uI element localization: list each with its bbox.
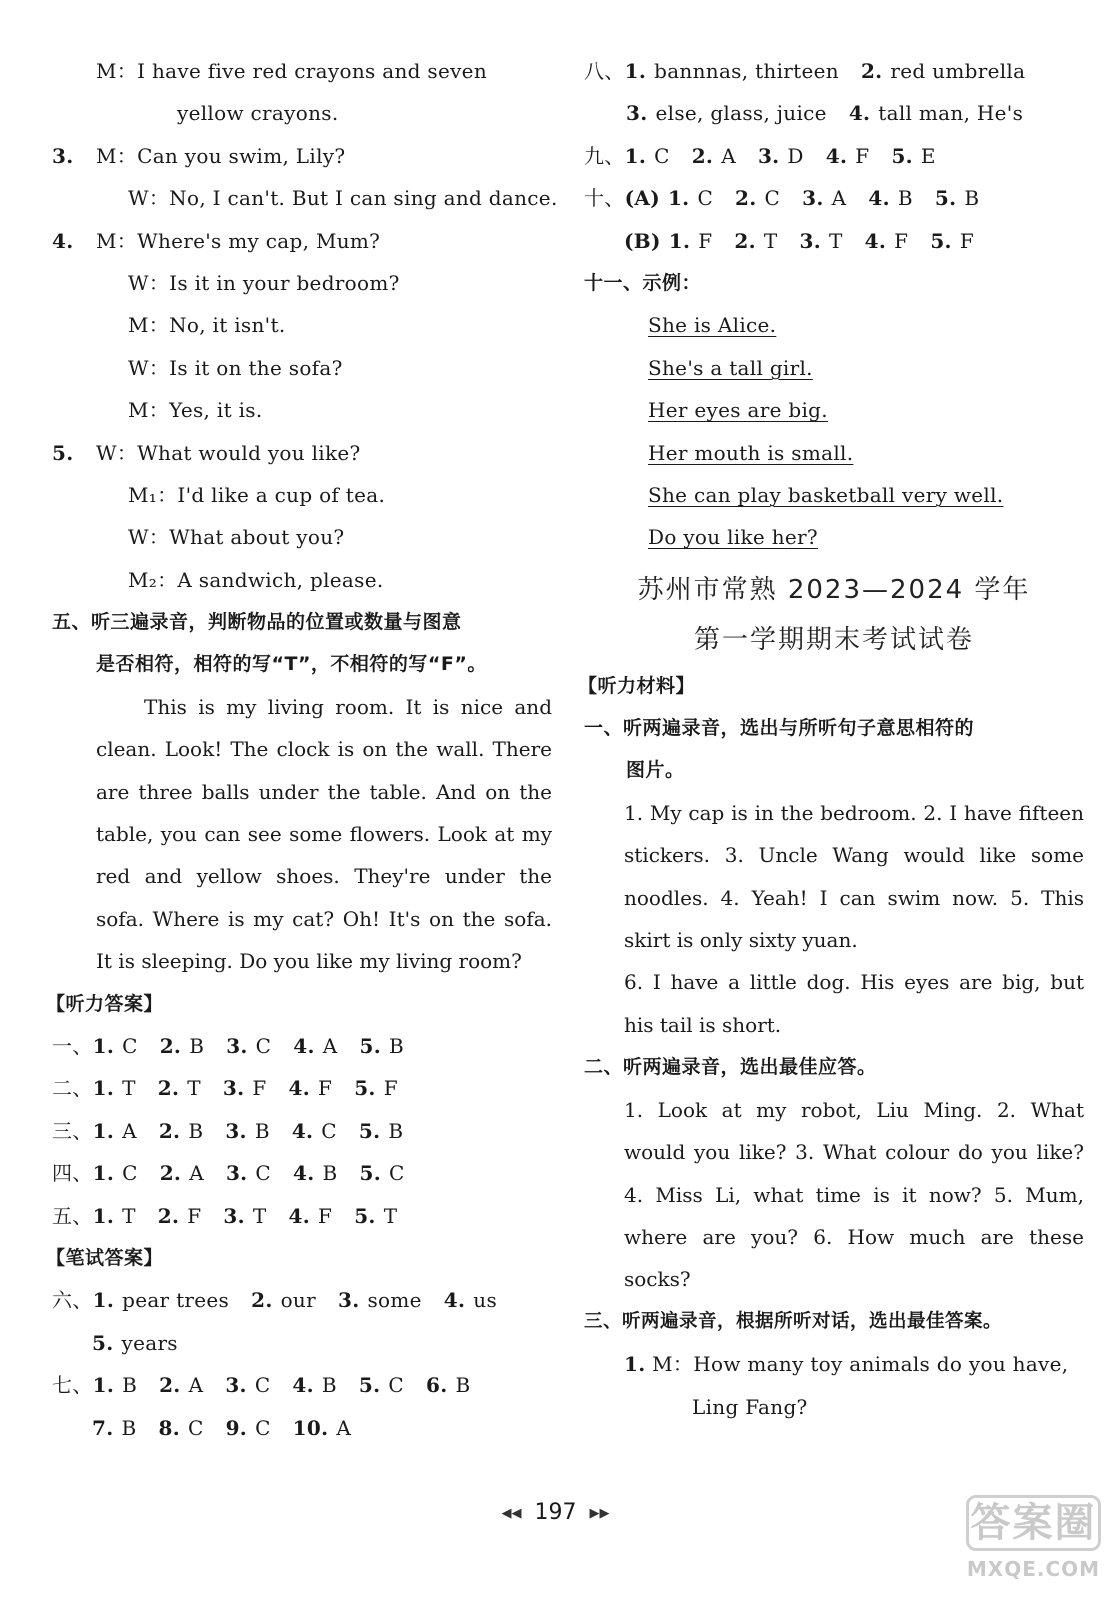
answer-number: 3. [802,186,824,211]
answer-value: some [367,1288,422,1313]
answer-row-seven [52,1364,552,1406]
dialog-text: What about you? [169,525,345,550]
dialog-text: Is it on the sofa? [169,355,343,380]
answer-number: 3. [337,1288,360,1313]
listening-material-header: 【听力材料】 [578,674,696,697]
section-label: 八、 [584,59,625,83]
answer-value: C [388,1373,404,1398]
answer-number: 6. [426,1373,448,1398]
section-label: 九、 [584,143,625,168]
answer-value: bannnas, thirteen [654,59,839,83]
answer-value: C [654,143,670,168]
example-line [584,347,1084,389]
answer-value: B [189,1034,205,1059]
dialog-line [52,516,552,558]
s1-title-line2: 图片。 [626,759,685,782]
answer-number: 1. [92,1034,115,1059]
answer-value: C [122,1034,138,1059]
answer-value: T [122,1203,136,1228]
answer-value: pear trees [122,1288,230,1313]
answer-number: 3. [222,1076,245,1101]
answer-number: 3. [223,1203,245,1228]
answer-value: years [121,1330,178,1355]
answer-value: A [831,186,847,211]
listening-answer-row [52,1025,552,1067]
answer-number: 2. [734,228,756,253]
answer-number: 5. [358,1118,381,1143]
section-label: 四、 [52,1161,93,1186]
answer-number: 2. [159,1034,182,1059]
answer-value: A [336,1415,352,1440]
answer-value: F [855,143,870,168]
answer-number: 2. [157,1076,180,1101]
answer-number: (B) [624,228,661,253]
answer-number: 3. [225,1118,247,1143]
answer-number: 2. [159,1161,182,1186]
listening-answers [52,1025,552,1237]
answer-number: 5. [934,186,957,211]
answer-value: A [721,143,736,168]
example-text: Her mouth is small. [648,440,854,465]
answer-number: 2. [159,1373,181,1398]
section5-passage: This is my living room. It is nice and clean. Look! The clock is on the wall. There are three balls under the table. And on the table, you can see some flowers. Look at my red and yellow shoes. They're under the sofa. Where is my cat? Oh! It's on the sofa. It is sleeping. Do you like my living room? [96,694,552,974]
exam-title-line2: 第一学期期末考试试卷 [693,624,974,655]
dialog-text: I have five red crayons and seven [137,59,488,83]
dialog-text: Where's my cap, Mum? [137,228,381,253]
dialog-text: Is it in your bedroom? [169,270,400,295]
dialog-line [52,177,558,219]
dialog-line [52,92,552,134]
s2-text: 1. Look at my robot, Liu Ming. 2. What would you like? 3. What colour do you like? 4. Miss Li, what time is it now? 5. Mum, where are you? 6. How much are these socks? [624,1097,1084,1292]
answer-number: 4. [848,101,871,126]
answer-number: 9. [225,1415,248,1440]
answer-number: 4. [293,1034,315,1059]
answer-value: T [187,1076,201,1101]
answer-value: T [829,228,843,253]
s2-title: 二、听两遍录音，选出最佳应答。 [584,1056,877,1079]
answer-value: C [254,1373,271,1398]
answer-row-seven-cont [52,1407,552,1449]
answer-number: 2. [157,1203,180,1228]
answer-row-eight-cont [584,92,1084,134]
example-line [584,432,1084,474]
example-line [584,474,1084,516]
dialog-speaker: M₁： [128,482,178,507]
answer-value: T [122,1076,136,1101]
watermark-main: 答案圈 [966,1495,1101,1551]
listening-answer-row [52,1067,552,1109]
s3-title: 三、听两遍录音，根据所听对话，选出最佳答案。 [584,1310,1003,1332]
answer-value: B [322,1161,338,1186]
dialog-speaker: W： [96,440,138,465]
dialog-text: Can you swim, Lily? [137,143,346,168]
example-text: Do you like her? [648,525,818,550]
answer-value: F [383,1076,398,1101]
answer-number: 4. [293,1161,315,1186]
dialog-line [52,50,552,92]
dialog-line [52,559,552,601]
answer-value: D [787,143,804,168]
answer-number: 1. [92,1118,115,1143]
answer-value: A [122,1118,137,1143]
answer-value: C [389,1161,405,1186]
example-line [584,304,1084,346]
answer-number: 5. [354,1203,376,1228]
dialog-text: No, I can't. But I can sing and dance. [169,186,558,211]
dialog-number: 4. [52,228,74,253]
s1-text: 1. My cap is in the bedroom. 2. I have fifteen stickers. 3. Uncle Wang would like some noodles. 4. Yeah! I can swim now. 5. This skirt is only sixty yuan. [624,800,1084,953]
dialog-number: 5. [52,440,74,465]
answer-number: 4. [291,1118,314,1143]
answer-value: C [255,1415,271,1440]
s3-num: 1. [624,1352,646,1377]
answer-number: 2. [691,143,714,168]
answer-number: 2. [158,1118,181,1143]
eleven-header: 十一、示例： [584,271,702,294]
s3-text: How many toy animals do you have, [693,1352,1069,1377]
answer-number: 3. [225,1161,248,1186]
answer-number: 4. [864,228,887,253]
dialog-line [52,262,552,304]
answer-value: F [698,228,713,253]
dialog-line [52,432,552,474]
answer-value: A [322,1034,338,1059]
s1-title-line1: 一、听两遍录音，选出与所听句子意思相符的 [584,717,975,740]
dialog-line [52,347,552,389]
answer-number: 5. [354,1076,376,1101]
dialog-speaker: M： [96,59,138,83]
dialog-text: yellow crayons. [177,101,339,126]
answer-number: 4. [825,143,848,168]
answer-number: 5. [930,228,952,253]
listening-answer-row [52,1195,552,1237]
answer-value: C [697,186,714,211]
dialog-speaker: M₂： [128,567,178,592]
answer-number: 8. [158,1415,180,1440]
dialog-text: I'd like a cup of tea. [177,482,386,507]
listening-answer-row [52,1110,552,1152]
answer-value: B [455,1373,471,1398]
answer-number: 2. [251,1288,273,1313]
answer-row-nine [584,135,1084,177]
answer-value: tall man, He's [878,101,1024,126]
answer-number: 1. [92,1076,115,1101]
answer-row-eight [584,50,1084,92]
dialog-line [52,220,552,262]
example-line [584,516,1084,558]
answer-row-six-cont [52,1322,552,1364]
answer-value: B [122,1373,138,1398]
answer-value: B [188,1118,204,1143]
answer-number: 7. [92,1415,114,1440]
right-column [578,50,1084,1428]
answer-number: 5. [359,1161,381,1186]
dialog-speaker: M： [96,228,138,253]
answer-number: 1. [624,59,647,83]
answer-value: F [318,1076,333,1101]
dialog-speaker: M： [128,313,170,338]
answer-value: B [897,186,913,211]
dialog-speaker: W： [128,270,170,295]
section5-title-line2: 是否相符，相符的写“T”，不相符的写“F”。 [96,653,487,676]
answer-value: F [959,228,974,253]
answer-number: 2. [735,186,757,211]
answer-number: (A) [624,186,660,211]
answer-value: A [189,1161,204,1186]
s3-speaker: M： [652,1352,694,1377]
s1-text6: 6. I have a little dog. His eyes are big, but his tail is short. [624,970,1084,1037]
section-label: 一、 [52,1034,93,1059]
dialog-speaker: W： [128,186,170,211]
answer-row-ten-b [584,220,1084,262]
section-label: 六、 [52,1288,93,1313]
answer-value: B [964,186,980,211]
answer-value: A [188,1373,204,1398]
answer-number: 1. [92,1373,115,1398]
answer-number: 3. [626,101,648,126]
page-number: 197 [534,1500,577,1525]
answer-value: C [764,186,781,211]
answer-value: B [254,1118,270,1143]
watermark-logo [966,1495,1101,1590]
answer-value: E [920,143,936,168]
answer-value: B [388,1118,404,1143]
answer-number: 3. [799,228,822,253]
dialog-line [52,474,552,516]
example-lines [584,304,1084,558]
answer-number: 5. [358,1373,381,1398]
answer-value: C [122,1161,138,1186]
dialog-text: No, it isn't. [169,313,286,338]
dialog-text: What would you like? [137,440,361,465]
answer-row-ten-a [584,177,1084,219]
answer-number: 1. [92,1161,115,1186]
answer-value: else, glass, juice [655,101,827,126]
dialog-block [52,50,558,601]
dialog-text: Yes, it is. [169,398,263,423]
section-label: 五、 [52,1203,93,1228]
s3-line2: Ling Fang? [692,1394,808,1419]
answer-number: 1. [92,1288,115,1313]
answer-number: 1. [667,186,690,211]
section-label: 十、 [584,186,625,211]
example-text: She can play basketball very well. [648,482,1004,507]
answer-number: 2. [860,59,883,83]
answer-number: 1. [92,1203,115,1228]
answer-value: us [473,1288,498,1313]
dialog-speaker: M： [128,398,170,423]
answer-number: 5. [92,1330,114,1355]
section-label: 七、 [52,1373,93,1398]
section-label: 二、 [52,1076,93,1101]
answer-number: 3. [757,143,780,168]
answer-value: red umbrella [890,59,1026,83]
dialog-line [52,389,552,431]
listening-answers-header: 【听力答案】 [46,992,164,1015]
answer-number: 4. [292,1373,314,1398]
answer-value: C [321,1118,337,1143]
written-answers-header: 【笔试答案】 [46,1247,164,1270]
dialog-speaker: M： [96,143,138,168]
answer-number: 4. [288,1203,311,1228]
answer-number: 3. [225,1373,247,1398]
answer-value: F [252,1076,267,1101]
answer-number: 5. [359,1034,381,1059]
answer-value: C [255,1161,272,1186]
section-label: 三、 [52,1118,93,1143]
section5-title-line1: 五、听三遍录音，判断物品的位置或数量与图意 [52,611,462,634]
dialog-speaker: W： [128,355,170,380]
example-text: She's a tall girl. [648,355,813,380]
answer-value: F [187,1203,202,1228]
answer-value: B [389,1034,404,1059]
exam-title-line1: 苏州市常熟 2023—2024 学年 [637,574,1031,605]
listening-answer-row [52,1152,552,1194]
s3-line1 [584,1343,1084,1385]
page-footer [0,1500,1111,1525]
answer-value: B [121,1415,137,1440]
answer-value: T [383,1203,398,1228]
dialog-line [52,135,552,177]
answer-value: B [321,1373,337,1398]
example-line [584,389,1084,431]
dialog-number: 3. [52,143,74,168]
watermark-sub: MXQE.COM [966,1557,1101,1581]
answer-number: 4. [868,186,890,211]
dialog-text: A sandwich, please. [177,567,384,592]
answer-value: C [255,1034,272,1059]
answer-value: C [187,1415,204,1440]
answer-value: T [252,1203,267,1228]
prev-arrows-icon: ◀◀ [501,1505,522,1521]
answer-number: 1. [624,143,647,168]
next-arrows-icon: ▶▶ [589,1505,610,1521]
answer-number: 4. [443,1288,466,1313]
example-text: Her eyes are big. [648,398,828,423]
example-text: She is Alice. [648,313,777,338]
answer-number: 5. [891,143,913,168]
answer-number: 1. [668,228,691,253]
answer-number: 4. [288,1076,311,1101]
answer-value: F [894,228,909,253]
answer-number: 3. [226,1034,248,1059]
answer-row-six [52,1279,552,1321]
answer-value: T [763,228,778,253]
answer-value: our [280,1288,316,1313]
answer-value: F [318,1203,333,1228]
dialog-line [52,304,552,346]
dialog-speaker: W： [128,525,170,550]
left-column [46,50,558,1449]
answer-number: 10. [292,1415,329,1440]
